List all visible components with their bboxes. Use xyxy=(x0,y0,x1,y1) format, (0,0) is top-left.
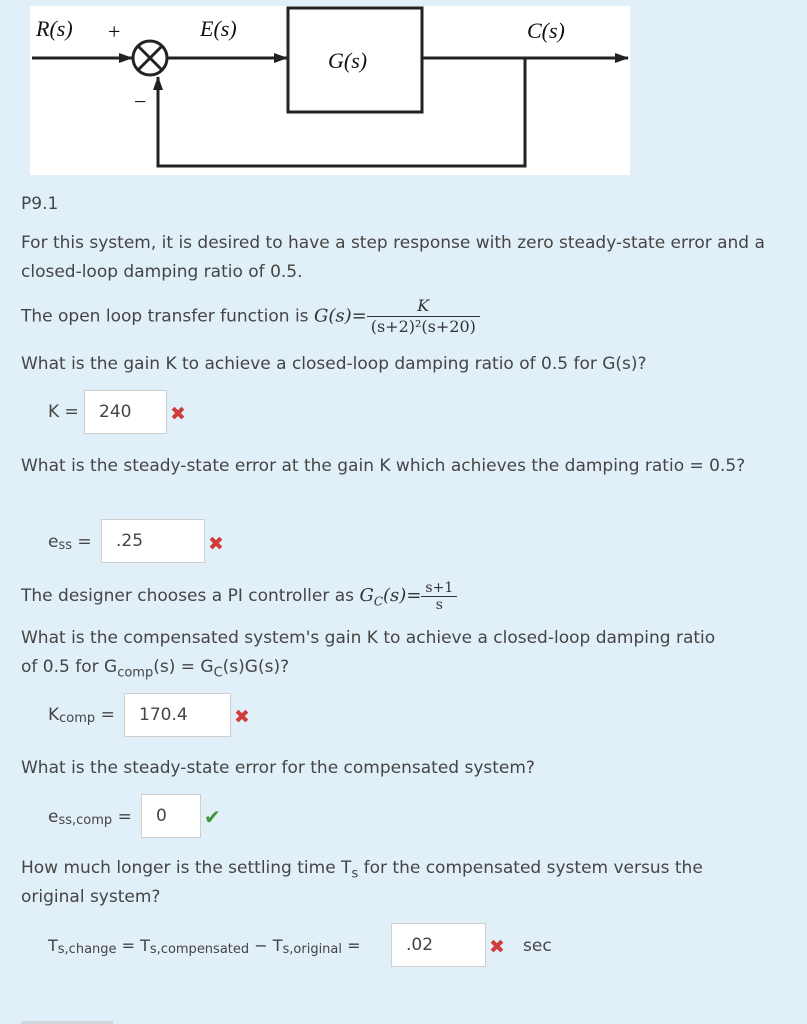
q3-question-line2 xyxy=(21,653,289,687)
q2-label-sub: ss xyxy=(58,538,73,553)
q3-label-sub: comp xyxy=(59,711,96,726)
q5-label-sub1: s,change xyxy=(57,942,117,957)
q2-answer-input[interactable]: .25 xyxy=(101,519,205,563)
q3-q-part3: (s)G(s)? xyxy=(222,657,290,677)
transfer-function-fraction xyxy=(367,296,480,337)
q5-q-sub: s xyxy=(351,866,359,882)
q4-answer-input[interactable]: 0 xyxy=(141,794,201,838)
q3-q-sub2: C xyxy=(213,665,223,681)
pi-controller-fraction xyxy=(421,580,457,613)
summing-junction-icon xyxy=(133,41,167,75)
q5-units: sec xyxy=(523,936,552,956)
q3-incorrect-icon: ✖ xyxy=(234,706,250,728)
q2-label xyxy=(48,532,92,552)
pi-lhs-g: G xyxy=(359,585,374,606)
q2-label-main: e xyxy=(48,532,59,552)
q5-label-sub3: s,original xyxy=(282,942,342,957)
block-diagram xyxy=(30,6,630,175)
transfer-function-prefix: The open loop transfer function is xyxy=(21,306,309,327)
output-label: C(s) xyxy=(527,18,565,43)
transfer-function-numerator: K xyxy=(367,296,480,317)
q3-label-eq: = xyxy=(100,705,115,725)
q4-question: What is the steady-state error for the compensated system? xyxy=(21,758,535,778)
q5-q-part2: for the compensated system versus the xyxy=(358,858,703,878)
q3-q-part2: (s) = G xyxy=(153,657,214,677)
q3-label xyxy=(48,705,115,725)
q3-label-main: K xyxy=(48,705,60,725)
q3-q-part1: of 0.5 for G xyxy=(21,657,118,677)
input-label: R(s) xyxy=(36,16,73,41)
q3-question-line1: What is the compensated system's gain K to achieve a closed-loop damping ratio xyxy=(21,628,716,648)
q4-label-eq: = xyxy=(117,807,132,827)
transfer-function-line xyxy=(21,296,480,337)
q3-q-sub1: comp xyxy=(117,665,154,681)
pi-controller-lhs xyxy=(359,585,422,609)
block-diagram-svg xyxy=(30,6,630,175)
q4-label-main: e xyxy=(48,807,59,827)
minus-sign: − xyxy=(134,89,147,114)
pi-denominator: s xyxy=(435,596,443,613)
q4-label-sub: ss,comp xyxy=(58,813,113,828)
q4-correct-icon: ✔ xyxy=(204,805,221,829)
q5-label-eq1: = T xyxy=(116,936,150,955)
pi-numerator: s+1 xyxy=(421,580,457,597)
pi-lhs-sub: C xyxy=(373,594,384,609)
pi-controller-line xyxy=(21,578,457,620)
transfer-function-denominator: (s+2)²(s+20) xyxy=(370,317,476,336)
pi-controller-text: The designer chooses a PI controller as xyxy=(21,586,355,606)
q5-label-minus: − T xyxy=(249,936,283,955)
problem-id: P9.1 xyxy=(21,194,59,214)
q1-answer-input[interactable]: 240 xyxy=(84,390,167,434)
q5-incorrect-icon: ✖ xyxy=(489,936,505,958)
q5-label-t1: T xyxy=(48,936,58,955)
q2-incorrect-icon: ✖ xyxy=(208,533,224,555)
pi-lhs-arg: (s)= xyxy=(383,585,422,606)
transfer-function-lhs: G(s)= xyxy=(313,305,367,327)
q5-label xyxy=(48,936,361,955)
q2-question: What is the steady-state error at the gain K which achieves the damping ratio = 0.5? xyxy=(21,456,746,476)
q1-label: K = xyxy=(48,402,79,422)
error-label: E(s) xyxy=(200,16,237,41)
q5-answer-input[interactable]: .02 xyxy=(391,923,486,967)
q1-incorrect-icon: ✖ xyxy=(170,403,186,425)
block-label: G(s) xyxy=(328,48,368,73)
q4-label xyxy=(48,807,132,827)
q5-question-line2: original system? xyxy=(21,887,161,907)
q3-answer-input[interactable]: 170.4 xyxy=(124,693,231,737)
plus-sign: + xyxy=(108,19,121,44)
q1-question: What is the gain K to achieve a closed-loop damping ratio of 0.5 for G(s)? xyxy=(21,354,647,374)
q5-q-part1: How much longer is the settling time T xyxy=(21,858,352,878)
q5-label-eq2: = xyxy=(342,936,361,955)
q5-label-sub2: s,compensated xyxy=(149,942,250,957)
problem-statement: For this system, it is desired to have a step response with zero steady-state error and a closed-loop damping ratio of 0.5. xyxy=(21,233,765,282)
q2-label-eq: = xyxy=(77,532,92,552)
